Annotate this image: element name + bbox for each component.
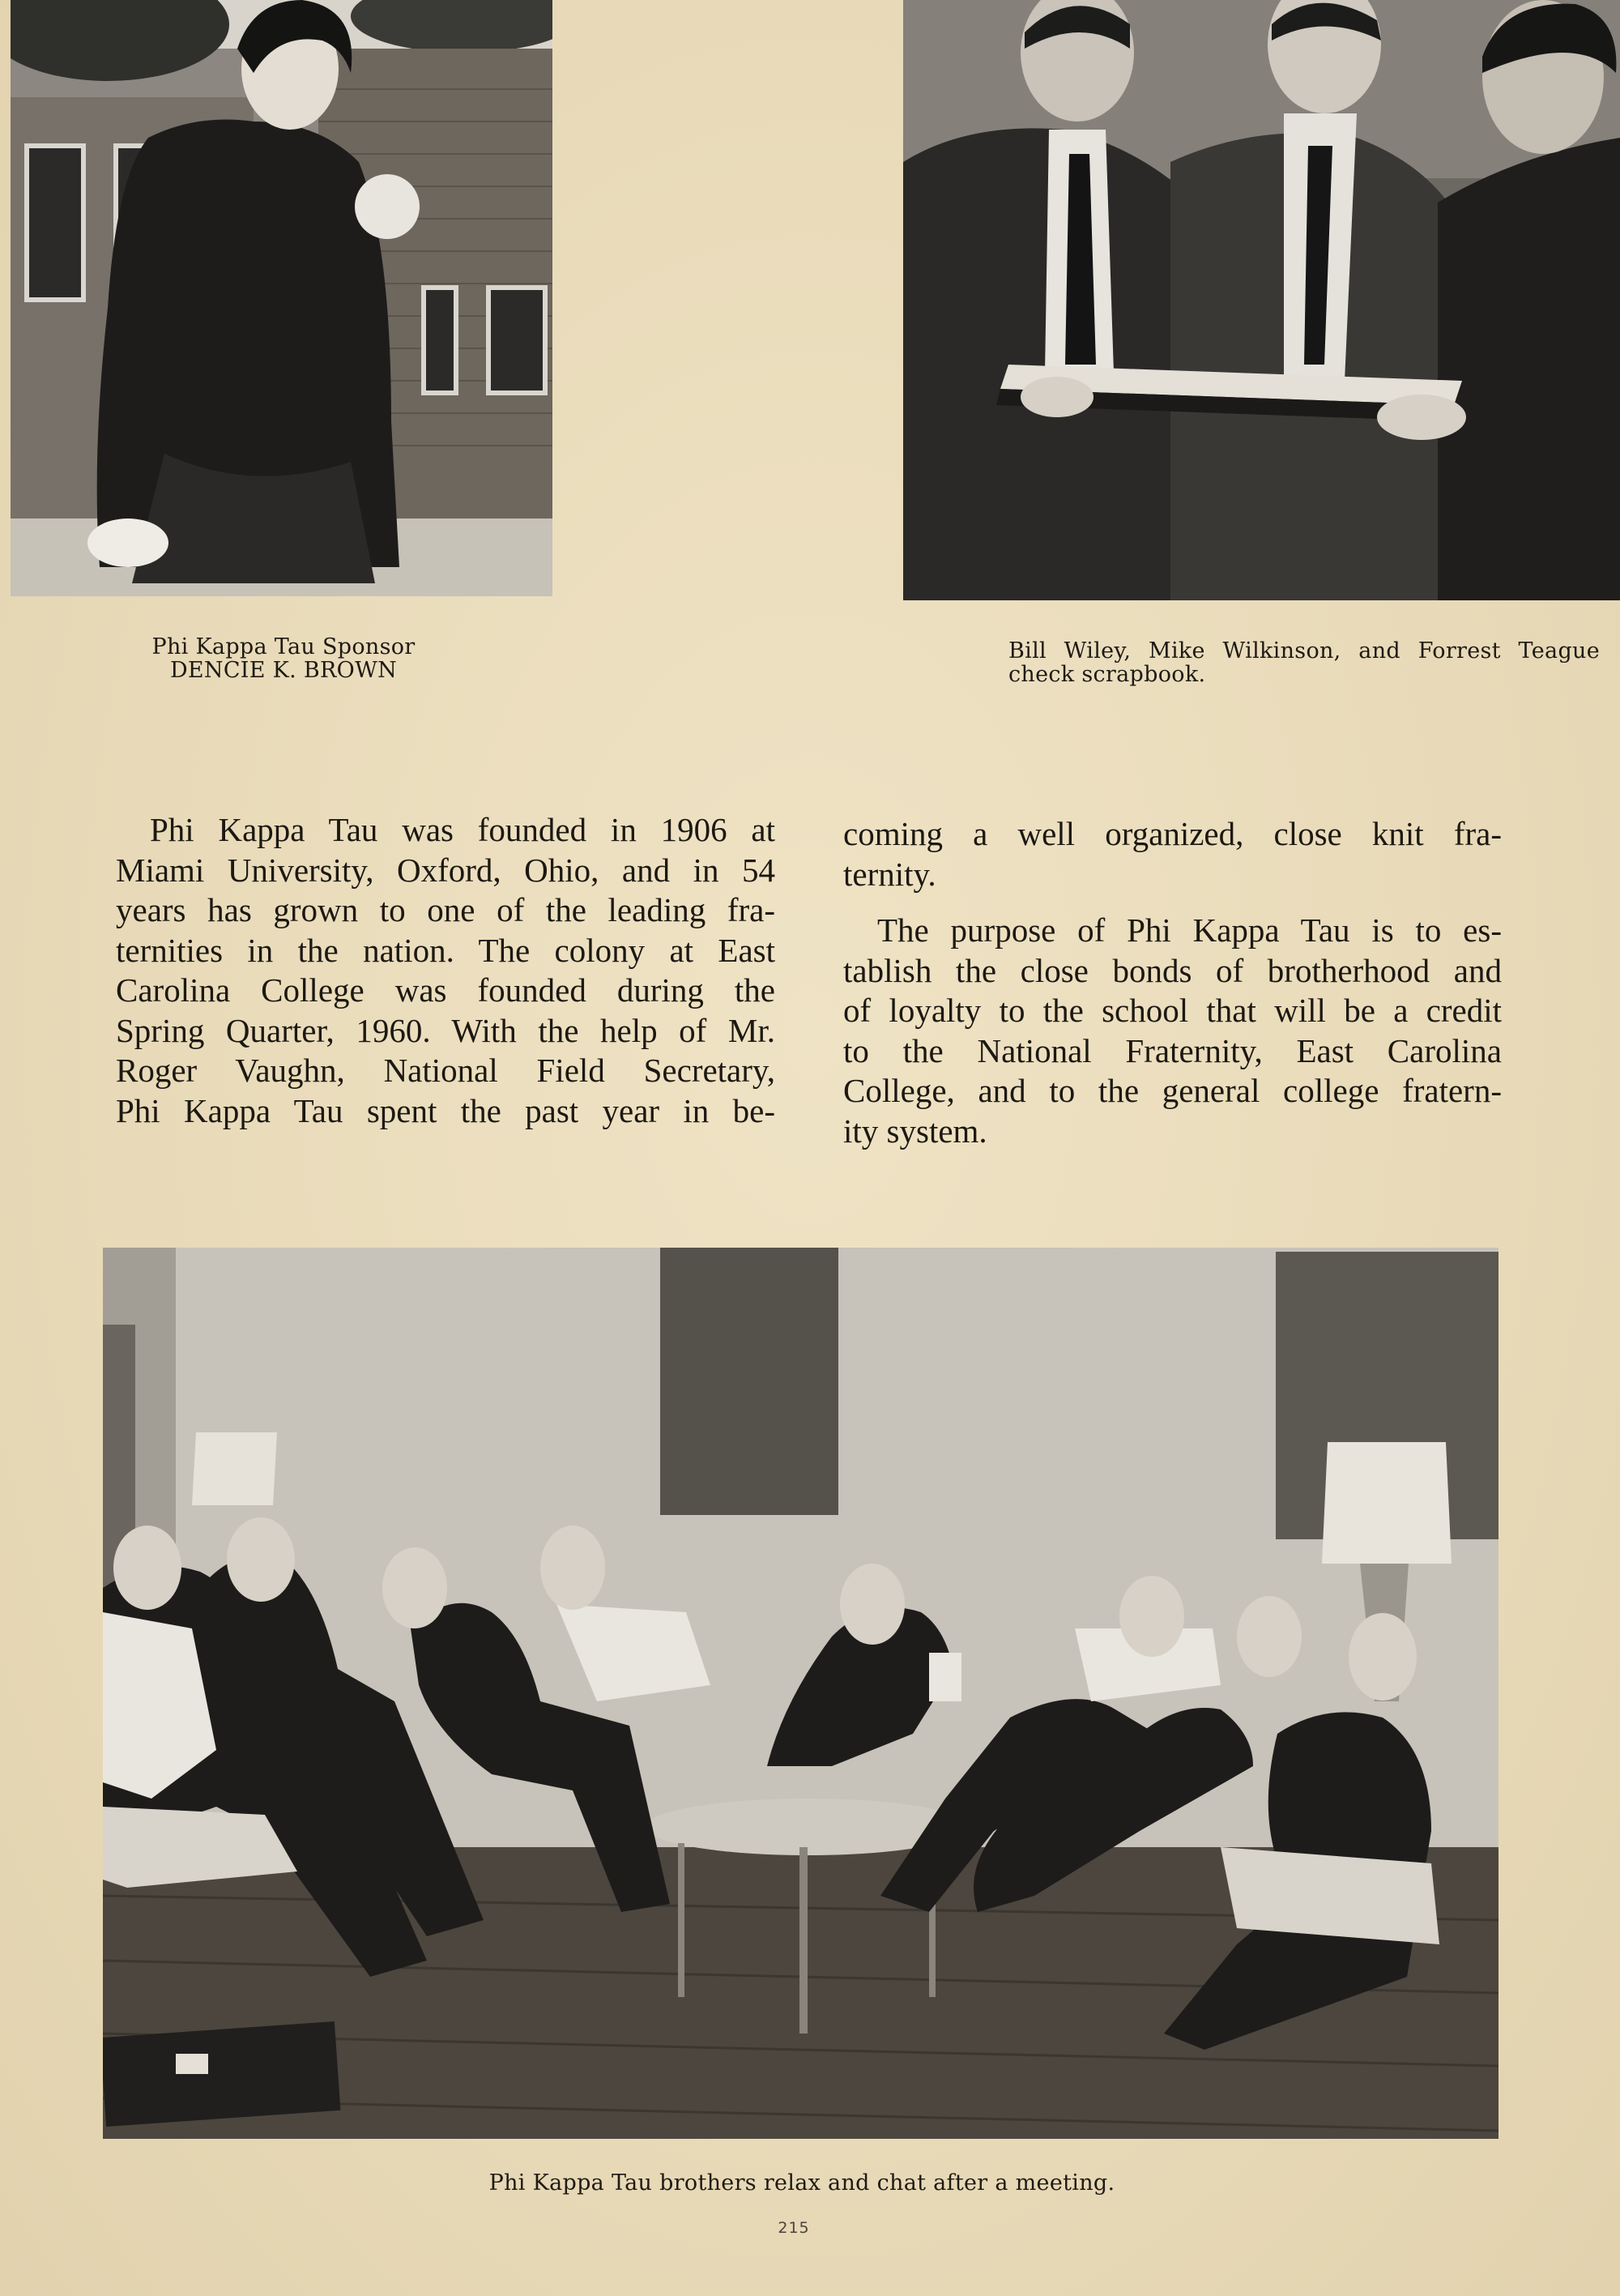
- page-number: 215: [778, 2219, 810, 2237]
- scrapbook-caption-line-2: check scrapbook.: [1008, 662, 1206, 687]
- article-left-column: [116, 810, 775, 1131]
- group-photo-caption: Phi Kappa Tau brothers relax and chat after a meeting.: [488, 2170, 1115, 2196]
- article-line: to the National Fraternity, East Carolina: [843, 1031, 1502, 1069]
- article-line: coming a well organized, close knit fra-: [843, 815, 1502, 852]
- sponsor-caption-title: Phi Kappa Tau Sponsor: [151, 634, 416, 659]
- article-line: Roger Vaughn, National Field Secretary,: [116, 1052, 775, 1089]
- article-line: years has grown to one of the leading fra-: [116, 891, 775, 928]
- article-line: Phi Kappa Tau spent the past year in be-: [116, 1091, 775, 1129]
- group-photo: [103, 1248, 1498, 2139]
- article-line: Phi Kappa Tau was founded in 1906 at: [150, 811, 775, 848]
- article-line: The purpose of Phi Kappa Tau is to es-: [877, 911, 1502, 949]
- article-line: Miami University, Oxford, Ohio, and in 54: [116, 851, 775, 889]
- sponsor-photo: [11, 0, 552, 596]
- sponsor-caption-name: DENCIE K. BROWN: [169, 658, 398, 683]
- sponsor-caption: [81, 635, 486, 682]
- scrapbook-caption-line-1: Bill Wiley, Mike Wilkinson, and Forrest Teague: [1008, 638, 1600, 664]
- article-line: ity system.: [843, 1112, 987, 1150]
- article-right-column: [843, 814, 1502, 1151]
- article-line: ternities in the nation. The colony at East: [116, 931, 775, 969]
- article-line: ternity.: [843, 855, 936, 893]
- article-line: College, and to the general college fratern-: [843, 1072, 1502, 1109]
- scrapbook-photo: [903, 0, 1620, 600]
- article-line: Spring Quarter, 1960. With the help of Mr.: [116, 1011, 775, 1049]
- article-line: Carolina College was founded during the: [116, 971, 775, 1009]
- article-line: tablish the close bonds of brotherhood and: [843, 951, 1502, 989]
- scrapbook-caption: [1008, 639, 1600, 686]
- article-line: of loyalty to the school that will be a credit: [843, 992, 1502, 1029]
